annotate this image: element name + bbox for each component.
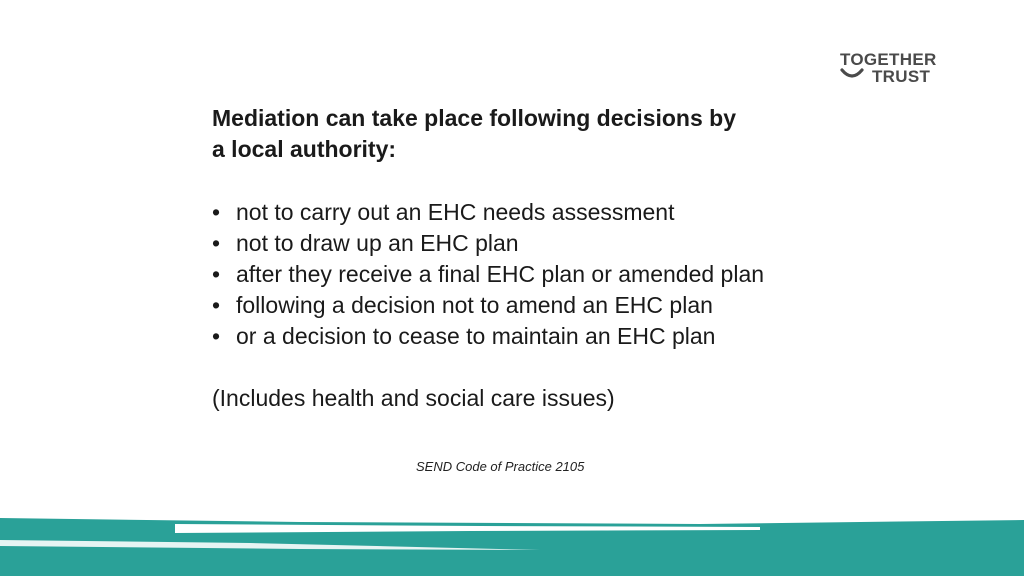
source-citation: SEND Code of Practice 2105 [416, 459, 585, 474]
decision-list [212, 197, 812, 352]
logo-word-trust: TRUST [872, 67, 931, 86]
bullet-icon: • [212, 323, 221, 349]
bullet-icon: • [212, 199, 221, 225]
together-trust-logo [838, 50, 958, 86]
list-item-text: or a decision to cease to maintain an EHC plan [236, 323, 716, 349]
list-item [212, 228, 812, 259]
list-item-text: not to carry out an EHC needs assessment [236, 199, 675, 225]
heading-line-1: Mediation can take place following decisions by [212, 105, 737, 131]
logo-word-together: TOGETHER [840, 50, 937, 69]
list-item-text: after they receive a final EHC plan or amended plan [236, 261, 765, 287]
slide-content [212, 103, 812, 414]
scope-note: (Includes health and social care issues) [212, 385, 615, 411]
logo-graphic [838, 50, 958, 86]
list-item-text: following a decision not to amend an EHC plan [236, 292, 713, 318]
list-item [212, 197, 812, 228]
list-item [212, 290, 812, 321]
slide-heading [212, 103, 812, 165]
list-item [212, 259, 796, 290]
smile-icon [842, 70, 862, 76]
list-item-text: not to draw up an EHC plan [236, 230, 519, 256]
bullet-icon: • [212, 261, 221, 287]
bullet-icon: • [212, 230, 221, 256]
bullet-icon: • [212, 292, 221, 318]
decorative-wave-band [0, 500, 1024, 576]
heading-line-2: a local authority: [212, 136, 397, 162]
list-item [212, 321, 812, 352]
